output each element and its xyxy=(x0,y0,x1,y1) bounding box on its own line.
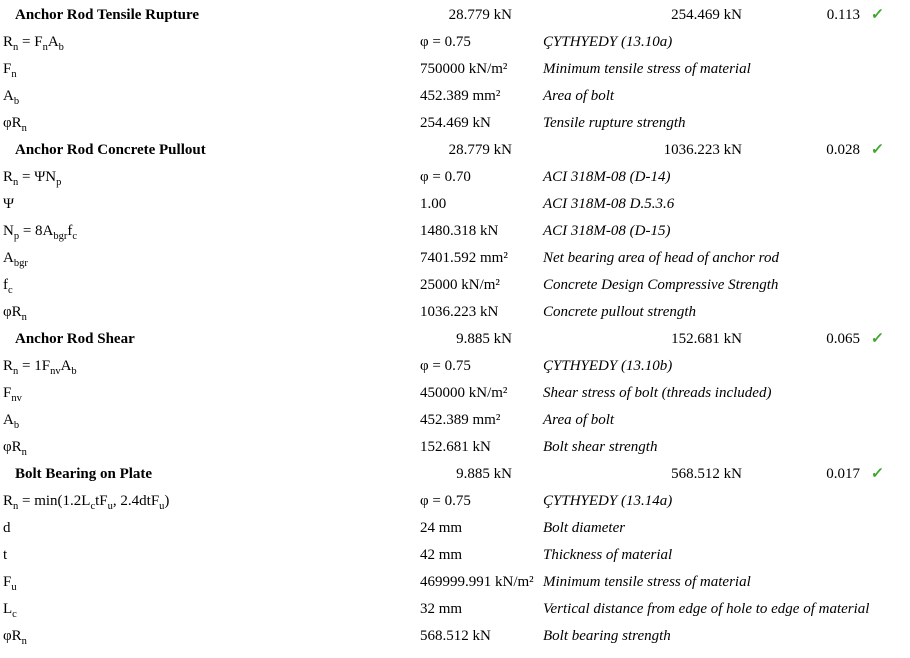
utilization-ratio: 0.017 xyxy=(826,466,860,482)
value-text: 450000 kN/m² xyxy=(420,385,508,401)
section-title: Anchor Rod Shear xyxy=(15,331,135,347)
calc-row xyxy=(0,623,910,650)
calc-row xyxy=(0,542,910,569)
value-text: 254.469 kN xyxy=(420,115,491,131)
description-text: Shear stress of bolt (threads included) xyxy=(543,385,772,401)
calc-row xyxy=(0,488,910,515)
calc-row xyxy=(0,380,910,407)
calc-row xyxy=(0,515,910,542)
value-text: 568.512 kN xyxy=(420,628,491,644)
section-title: Anchor Rod Concrete Pullout xyxy=(15,142,206,158)
check-icon: ✓ xyxy=(870,466,885,482)
description-text: ACI 318M-08 D.5.3.6 xyxy=(543,196,675,212)
section-header-row xyxy=(0,137,910,164)
demand-value: 28.779 kN xyxy=(448,7,512,23)
section-title: Anchor Rod Tensile Rupture xyxy=(15,7,200,23)
section-header-row xyxy=(0,461,910,488)
description-text: Concrete pullout strength xyxy=(543,304,697,320)
calc-row xyxy=(0,56,910,83)
variable-label: $F_u$ xyxy=(3,574,17,593)
calc-row xyxy=(0,407,910,434)
value-text: 469999.991 kN/m² xyxy=(420,574,534,590)
description-text: ÇYTHYEDY (13.10b) xyxy=(543,358,673,374)
value-text: φ = 0.75 xyxy=(420,34,471,50)
value-text: 32 mm xyxy=(420,601,463,617)
variable-label: $f_c$ xyxy=(3,277,13,296)
calc-row xyxy=(0,110,910,137)
description-text: Concrete Design Compressive Strength xyxy=(543,277,779,293)
utilization-ratio: 0.113 xyxy=(826,7,860,23)
demand-value: 9.885 kN xyxy=(456,466,512,482)
value-text: φ = 0.75 xyxy=(420,493,471,509)
variable-label: $R_n = F_nA_b$ xyxy=(3,34,64,53)
variable-label: Ψ xyxy=(3,196,15,212)
description-text: ÇYTHYEDY (13.14a) xyxy=(543,493,673,509)
description-text: Vertical distance from edge of hole to edge of material xyxy=(543,601,870,617)
description-text: Area of bolt xyxy=(543,412,615,428)
value-text: 452.389 mm² xyxy=(420,88,501,104)
variable-label: $L_c$ xyxy=(3,601,17,620)
calc-row xyxy=(0,83,910,110)
calc-row xyxy=(0,299,910,326)
calc-row xyxy=(0,353,910,380)
value-text: 42 mm xyxy=(420,547,463,563)
value-text: φ = 0.75 xyxy=(420,358,471,374)
variable-label: $\varphi R_n$ xyxy=(3,439,27,458)
calc-row xyxy=(0,218,910,245)
description-text: Tensile rupture strength xyxy=(543,115,686,131)
value-text: 152.681 kN xyxy=(420,439,491,455)
section-header-row xyxy=(0,326,910,353)
variable-label: $R_n = \Psi N_p$ xyxy=(3,169,62,188)
calc-row xyxy=(0,272,910,299)
description-text: ACI 318M-08 (D-15) xyxy=(543,223,671,239)
value-text: 452.389 mm² xyxy=(420,412,501,428)
calc-row xyxy=(0,164,910,191)
variable-label: $N_p = 8A_{bgr}f_c$ xyxy=(3,223,78,242)
section-header-row xyxy=(0,2,910,29)
value-text: 1036.223 kN xyxy=(420,304,499,320)
variable-label: t xyxy=(3,547,8,563)
check-icon: ✓ xyxy=(870,7,885,23)
variable-label: $\varphi R_n$ xyxy=(3,115,27,134)
capacity-value: 568.512 kN xyxy=(671,466,742,482)
calc-row xyxy=(0,434,910,461)
value-text: 25000 kN/m² xyxy=(420,277,500,293)
value-text: 1480.318 kN xyxy=(420,223,499,239)
capacity-value: 254.469 kN xyxy=(671,7,742,23)
variable-label: $A_{bgr}$ xyxy=(3,250,28,269)
demand-value: 9.885 kN xyxy=(456,331,512,347)
variable-label: $F_{nv}$ xyxy=(3,385,22,404)
value-text: 1.00 xyxy=(420,196,447,212)
variable-label: $R_n = 1F_{nv}A_b$ xyxy=(3,358,77,377)
calc-row xyxy=(0,245,910,272)
section-title: Bolt Bearing on Plate xyxy=(15,466,153,482)
calc-row xyxy=(0,191,910,218)
variable-label: $\varphi R_n$ xyxy=(3,628,27,647)
description-text: Bolt shear strength xyxy=(543,439,658,455)
capacity-value: 152.681 kN xyxy=(671,331,742,347)
description-text: Thickness of material xyxy=(543,547,673,563)
variable-label: $A_b$ xyxy=(3,88,20,107)
value-text: 7401.592 mm² xyxy=(420,250,508,266)
value-text: 750000 kN/m² xyxy=(420,61,508,77)
calc-row xyxy=(0,569,910,596)
description-text: Area of bolt xyxy=(543,88,615,104)
description-text: Bolt bearing strength xyxy=(543,628,671,644)
variable-label: $F_n$ xyxy=(3,61,17,80)
description-text: Net bearing area of head of anchor rod xyxy=(543,250,779,266)
capacity-value: 1036.223 kN xyxy=(663,142,742,158)
variable-label: $R_n = \min(1.2L_ctF_u$, 2.4dtF$_u$) xyxy=(3,493,170,512)
utilization-ratio: 0.028 xyxy=(826,142,860,158)
value-text: φ = 0.70 xyxy=(420,169,471,185)
description-text: Bolt diameter xyxy=(543,520,626,536)
description-text: Minimum tensile stress of material xyxy=(543,61,751,77)
description-text: ACI 318M-08 (D-14) xyxy=(543,169,671,185)
description-text: ÇYTHYEDY (13.10a) xyxy=(543,34,673,50)
value-text: 24 mm xyxy=(420,520,463,536)
variable-label: d xyxy=(3,520,11,536)
calc-row xyxy=(0,29,910,56)
demand-value: 28.779 kN xyxy=(448,142,512,158)
check-icon: ✓ xyxy=(870,142,885,158)
check-icon: ✓ xyxy=(870,331,885,347)
variable-label: $A_b$ xyxy=(3,412,20,431)
utilization-ratio: 0.065 xyxy=(826,331,860,347)
description-text: Minimum tensile stress of material xyxy=(543,574,751,590)
variable-label: $\varphi R_n$ xyxy=(3,304,27,323)
calc-row xyxy=(0,596,910,623)
